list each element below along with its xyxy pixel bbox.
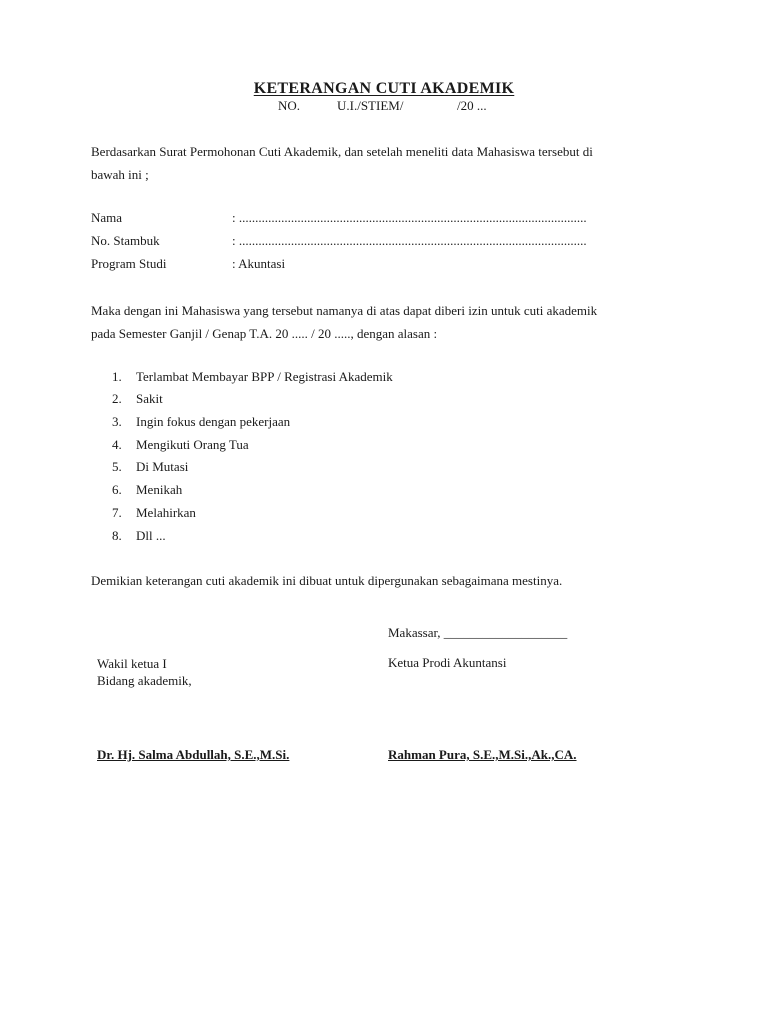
document-title: KETERANGAN CUTI AKADEMIK (253, 80, 515, 97)
intro-line-1: Berdasarkan Surat Permohonan Cuti Akademik, dan setelah meneliti data Mahasiswa tersebut di (91, 144, 593, 159)
reason-item (112, 437, 249, 453)
place-date: Makassar, ___________________ (388, 625, 568, 640)
reason-number: 5. (112, 459, 122, 474)
reason-text: Dll ... (136, 528, 166, 543)
reason-text: Mengikuti Orang Tua (136, 437, 249, 452)
reason-text: Sakit (136, 391, 163, 406)
left-signer-name: Dr. Hj. Salma Abdullah, S.E.,M.Si. (97, 747, 290, 762)
reason-number: 7. (112, 505, 122, 520)
reason-number: 1. (112, 369, 122, 384)
field-value: : ........................................................................................................... (232, 210, 587, 225)
reason-item (112, 459, 188, 475)
intro-paragraph (91, 140, 691, 186)
right-signer-title: Ketua Prodi Akuntansi (388, 655, 507, 670)
document-number (278, 98, 487, 114)
reason-text: Di Mutasi (136, 459, 189, 474)
left-signer-title-line-1: Wakil ketua I (97, 656, 167, 671)
reason-item (112, 369, 393, 385)
field-label: No. Stambuk (91, 233, 160, 248)
left-signer-title-line-2: Bidang akademik, (97, 673, 192, 688)
closing-statement: Demikian keterangan cuti akademik ini dibuat untuk dipergunakan sebagaimana mestinya. (91, 573, 563, 588)
reason-item (112, 482, 182, 498)
number-year: /20 ... (457, 98, 487, 113)
reason-text: Menikah (136, 482, 183, 497)
reason-number: 4. (112, 437, 122, 452)
number-prefix: NO. (278, 98, 301, 113)
reason-text: Terlambat Membayar BPP / Registrasi Akademik (136, 369, 393, 384)
number-code: U.I./STIEM/ (337, 98, 404, 113)
grant-line-1: Maka dengan ini Mahasiswa yang tersebut namanya di atas dapat diberi izin untuk cuti akademik (91, 303, 598, 318)
reason-number: 3. (112, 414, 122, 429)
intro-line-2: bawah ini ; (91, 167, 149, 182)
reason-number: 8. (112, 528, 122, 543)
right-signer-name: Rahman Pura, S.E.,M.Si.,Ak.,CA. (388, 747, 577, 762)
reason-number: 2. (112, 391, 122, 406)
reason-text: Ingin fokus dengan pekerjaan (136, 414, 291, 429)
field-label: Nama (91, 210, 123, 225)
field-value: : Akuntasi (232, 256, 286, 271)
reason-item (112, 391, 163, 407)
field-label: Program Studi (91, 256, 167, 271)
reason-text: Melahirkan (136, 505, 196, 520)
reason-item (112, 414, 290, 430)
reason-number: 6. (112, 482, 122, 497)
grant-line-2: pada Semester Ganjil / Genap T.A. 20 ..... / 20 ....., dengan alasan : (91, 326, 438, 341)
left-signer-title (97, 655, 192, 689)
field-value: : ........................................................................................................... (232, 233, 587, 248)
grant-paragraph (91, 299, 691, 345)
reason-item (112, 505, 196, 521)
reason-item (112, 528, 166, 544)
